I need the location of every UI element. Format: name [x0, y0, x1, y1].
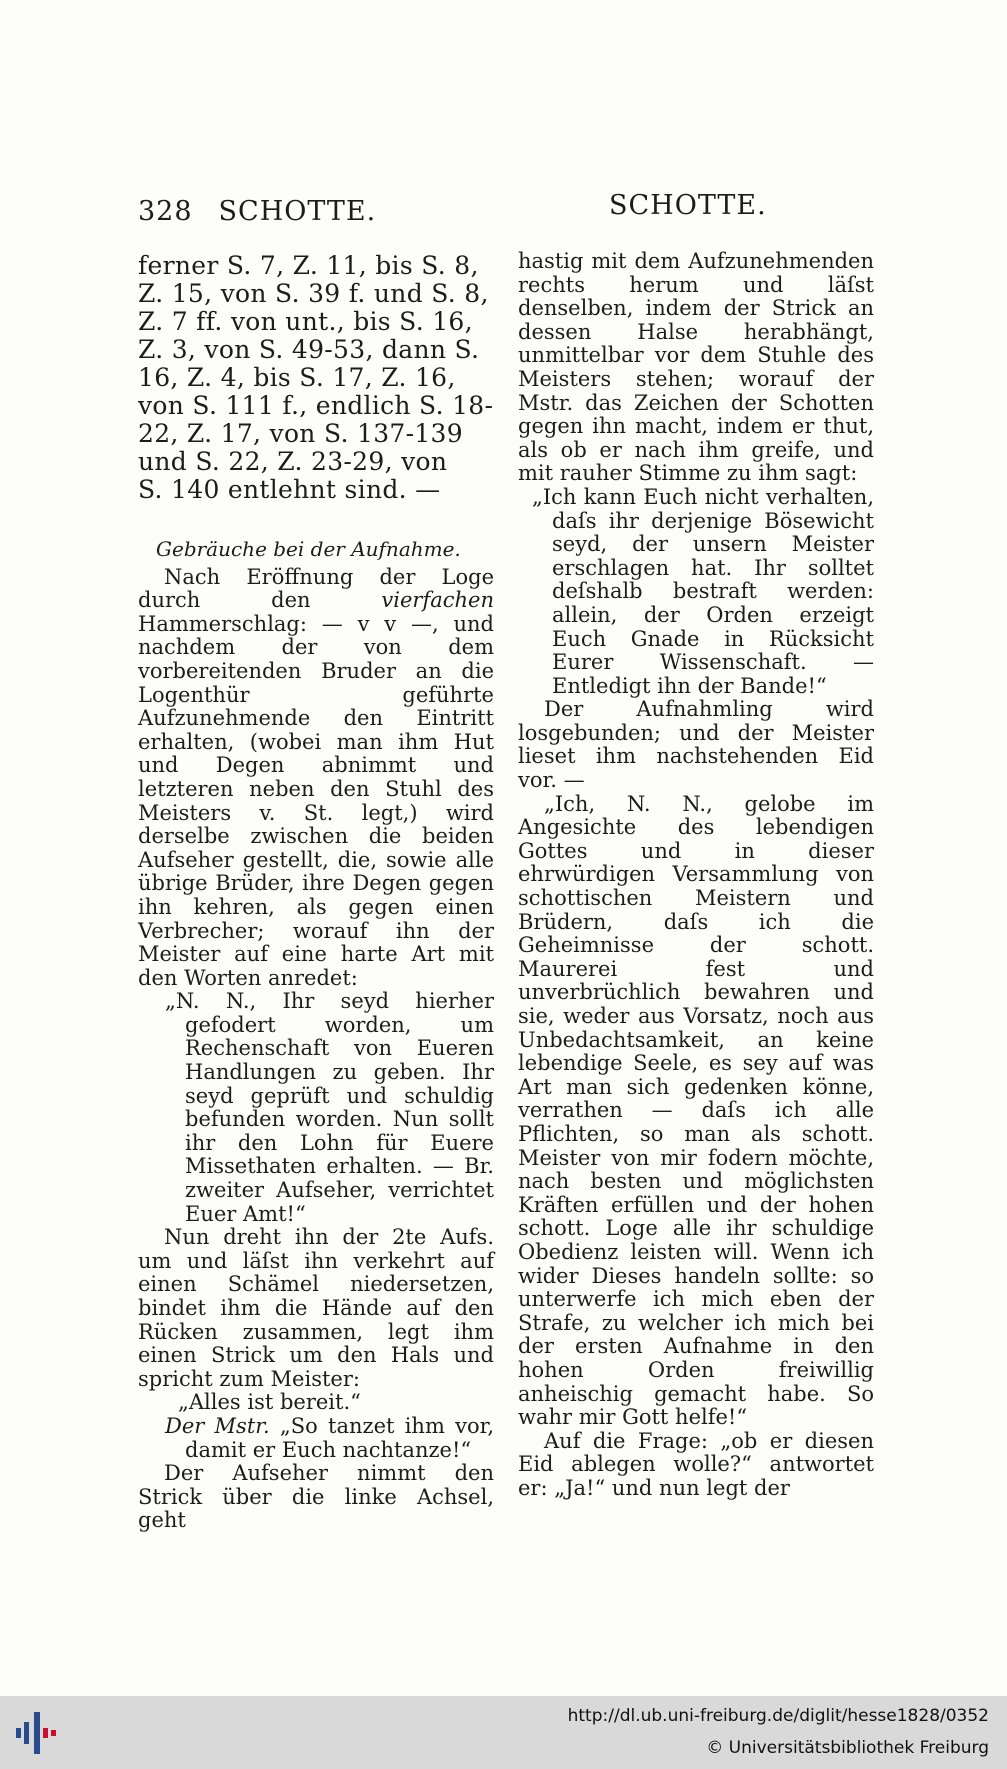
section-subheading: Gebräuche bei der Aufnahme. — [156, 537, 461, 561]
paragraph: Auf die Frage: „ob er diesen Eid ablegen wolle?“ antwortet er: „Ja!“ und nun legt der — [518, 1428, 874, 1500]
oath-paragraph: „Ich, N. N., gelobe im Angesichte des lebendigen Gottes und in dieser ehrwürdigen Versammlung von schottischen Meistern und Brüdern, daſs ich die Geheimnisse der schott. Maurerei fest und unverbrüchlich bewahren und sie, weder aus Vorsatz, noch aus Unbedachtsamkeit, an keine lebendige Seele, es sey auf was Art man sich gedenken könne, verrathen — daſs ich alle Pflichten, so man als schott. Meister von mir fodern möchte, nach besten und möglichsten Kräften erfüllen und der hohen schott. Loge alle ihr schuldige Obedienz leisten will. Wenn ich wider Dieses handeln sollte: so unterwerfe ich mich eben der Strafe, zu welcher ich mich bei der ersten Aufnahme in den hohen Orden freiwillig anheischig gemacht habe. So wahr mir Gott helfe!“ — [518, 791, 874, 1430]
left-column — [138, 252, 494, 1533]
paragraph: Nach Eröffnung der Loge durch den vierfachen Hammerschlag: — v v —, und nachdem der von dem vorbereitenden Bruder an die Logenthür geführte Aufzunehmende den Eintritt erhalten, (wobei man ihm Hut und Degen abnimmt und letzteren neben den Stuhl des Meisters v. St. legt,) wird derselbe zwischen die beiden Aufseher gestellt, die, sowie alle übrige Brüder, ihre Degen gegen ihn kehren, als gegen einen Verbrecher; worauf ihn der Meister auf eine harte Art mit den Worten anredet: — [138, 564, 494, 990]
viewer-footer — [0, 1696, 1007, 1769]
paragraph: hastig mit dem Aufzunehmenden rechts herum und läſst denselben, indem der Strick an dessen Halse herabhängt, unmittelbar vor dem Stuhle des Meisters stehen; worauf der Mstr. das Zeichen der Schotten gegen ihn macht, indem er thut, als ob er nach ihm greife, und mit rauher Stimme zu ihm sagt: — [518, 249, 874, 486]
intro-line: 16, Z. 4, bis S. 17, Z. 16, — [138, 363, 456, 392]
speaker-label: Der Mstr. — [165, 1413, 270, 1438]
quote-paragraph: „N. N., Ihr seyd hierher gefodert worden, um Rechenschaft von Eueren Handlungen zu geben. Ihr seyd geprüft und schuldig befunden worden. Nun sollt ihr den Lohn für Euere Missethaten erhalten. — Br. zweiter Aufseher, verrichtet Euer Amt!“ — [165, 989, 494, 1226]
page-number: 328 — [138, 196, 193, 227]
paragraph: Nun dreht ihn der 2te Aufs. um und läſst ihn verkehrt auf einen Schämel niedersetzen, bindet ihm die Hände auf den Rücken zusammen, legt ihm einen Strick um den Hals und spricht zum Meister: — [138, 1225, 494, 1391]
intro-line: S. 140 entlehnt sind. — — [138, 475, 441, 504]
copyright-text: © Universitätsbibliothek Freiburg — [706, 1738, 989, 1758]
intro-line: Z. 15, von S. 39 f. und S. 8, — [138, 279, 489, 308]
running-title-left: SCHOTTE. — [218, 196, 377, 227]
intro-line: Z. 7 ff. von unt., bis S. 16, — [138, 307, 473, 336]
quote-paragraph: Der Mstr. „So tanzet ihm vor, damit er Euch nachtanze!“ — [165, 1413, 495, 1462]
intro-paragraph — [138, 252, 494, 504]
intro-line: und S. 22, Z. 23-29, von — [138, 447, 448, 476]
intro-line: von S. 111 f., endlich S. 18- — [138, 391, 494, 420]
intro-line: 22, Z. 17, von S. 137-139 — [138, 419, 463, 448]
intro-line: ferner S. 7, Z. 11, bis S. 8, — [138, 251, 479, 280]
page-header-left — [138, 196, 376, 227]
source-url-link[interactable]: http://dl.ub.uni-freiburg.de/diglit/hesse1828/0352 — [567, 1706, 989, 1726]
intro-line: Z. 3, von S. 49-53, dann S. — [138, 335, 480, 364]
emphasis-text: vierfachen — [381, 588, 494, 613]
right-column — [518, 250, 874, 1500]
quote-paragraph: „Ich kann Euch nicht verhalten, daſs ihr derjenige Bösewicht seyd, der unsern Meister erschlagen hat. Ihr solltet deſshalb bestraft werden: allein, der Orden erzeigt Euch Gnade in Rücksicht Eurer Wissenschaft. — Entledigt ihn der Bande!“ — [532, 484, 874, 698]
paragraph: Der Aufseher nimmt den Strick über die linke Achsel, geht — [138, 1461, 494, 1533]
ub-freiburg-logo-icon — [14, 1708, 64, 1758]
paragraph: Der Aufnahmling wird losgebunden; und der Meister lieset ihm nachstehenden Eid vor. — — [518, 697, 874, 793]
quote-paragraph: „Alles ist bereit.“ — [178, 1390, 361, 1415]
running-title-right: SCHOTTE. — [609, 190, 767, 221]
